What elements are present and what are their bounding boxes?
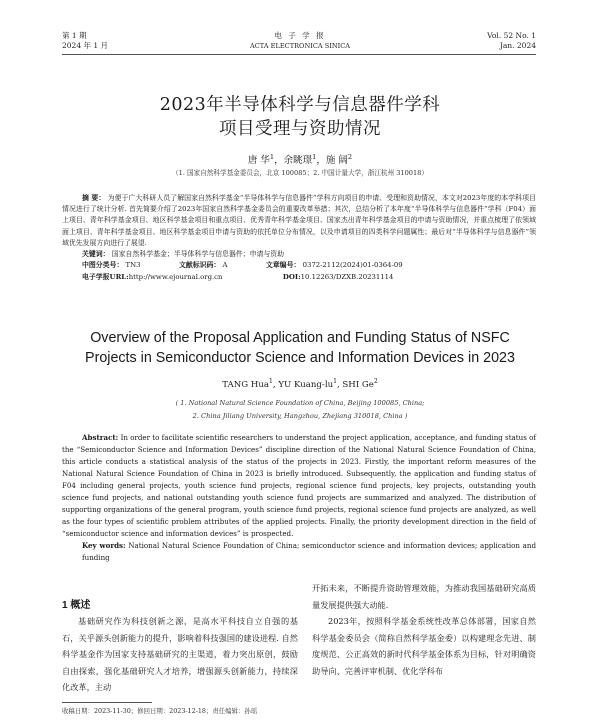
abstract-en-text: In order to facilitate scientific researchers to understand the project application, acceptance, and funding status of the “Semiconductor Science and Information Devices” discipline direction of the National Natural Science Foundation of China, this article conducts a statistical analysis of the status of the projects in 2023. Firstly, the important reform measures of the National Natural Science Foundation of China in 2023 is briefly introduced. Subsequently, the application and funding status of F04 including general projects, youth science fund projects, regional science fund projects, key projects, outstanding youth science fund projects, and national outstanding youth science fund projects are summarized and analyzed. The distribution of supporting organizations of the general program, youth science fund projects, regional science fund projects are analyzed, as well as the four types of scientific problem attributes of the applied projects. Finally, the priority development direction in the field of “semiconductor science and information devices” is prospected. xyxy=(62,433,536,538)
url-label: 电子学报URL: xyxy=(82,272,129,281)
body-paragraph-left: 基础研究作为科技创新之源，是高水平科技自立自强的基石，关乎源头创新能力的提升，影响着科技强国的建设进程. 自然科学基金作为国家支持基础研究的主渠道，着力突出原创，鼓励自由探索，强化基础研究人才培养，增强源头创新能力，持续深化改革，主动 xyxy=(62,616,298,693)
url-doi-line xyxy=(62,272,536,283)
keywords-cn: 国家自然科学基金；半导体科学与信息器件；申请与资助 xyxy=(111,250,285,259)
clc-value: TN3 xyxy=(125,261,141,270)
footnote-divider xyxy=(62,702,152,703)
journal-name-cn: 电 子 学 报 xyxy=(274,31,326,40)
keywords-cn-line xyxy=(62,249,536,260)
journal-name-en: ACTA ELECTRONICA SINICA xyxy=(249,42,351,50)
article-no-value: 0372-2112(2024)01-0364-09 xyxy=(302,261,403,270)
author-en-2-sup: 1 xyxy=(333,378,337,386)
abstract-en-label: Abstract: xyxy=(82,433,119,442)
abstract-cn xyxy=(62,193,536,249)
title-en-line2: Projects in Semiconductor Science and Information Devices in 2023 xyxy=(85,350,515,366)
doi-label: DOI: xyxy=(282,272,301,281)
paper-title-cn xyxy=(60,93,540,141)
body-column-left xyxy=(62,613,298,696)
author-en-1: TANG Hua xyxy=(222,380,270,390)
abstract-cn-text: 为便于广大科研人员了解国家自然科学基金“半导体科学与信息器件”学科方向项目的申请、受理和资助情况，本文对2023年度的本学科项目情况进行了统计分析. 首先简要介绍了2023年国家自然科学基金委员会的重要改革举措；其次，总结分析了本年度“半导体科学与信息器件”学科（F04）面上项目、青年科学基金项目、地区科学基金项目和重点项目、优秀青年科学基金项目、国家杰出青年科学基金项目的申请与资助情况，并重点梳理了依领域面上项目、青年科学基金项目、地区科学基金项目申请与资助的依托单位分布情况，以及申请项目的四类科学问题属性；最后对“半导体科学与信息器件”领域优先发展方向进行了展望. xyxy=(62,194,536,247)
title-en-line1: Overview of the Proposal Application and Funding Status of NSFC xyxy=(90,330,510,346)
keywords-en-line xyxy=(62,540,536,564)
abstract-en-block xyxy=(62,432,536,564)
affiliation-en-1: ( 1. National Natural Science Foundation of China, Beijing 100085, China; xyxy=(175,399,425,407)
clc-label: 中图分类号： xyxy=(82,261,124,270)
doccode-label: 文献标识码： xyxy=(178,261,221,270)
affiliation-cn: （1. 国家自然科学基金委员会，北京 100085；2. 中国计量大学，浙江杭州 310018） xyxy=(172,169,428,177)
keywords-cn-label: 关键词： xyxy=(82,250,110,259)
volume-number: Vol. 52 No. 1 xyxy=(487,31,536,40)
affiliation-en-2: 2. China Jiliang University, Hangzhou, Zhejiang 310018, China ) xyxy=(192,412,408,420)
authors-cn: 唐 华$^1$，余眺璟$^1$，施 阔$^2$ xyxy=(247,152,353,166)
running-header-center xyxy=(200,31,400,51)
author-en-3-sup: 2 xyxy=(373,378,378,386)
title-cn-line2: 项目受理与资助情况 xyxy=(219,119,381,139)
issue-number: 第 1 期 xyxy=(62,31,87,40)
author-en-1-sup: 1 xyxy=(269,378,273,386)
section-heading-overview: 1 概述 xyxy=(62,600,91,611)
issue-date-en: Jan. 2024 xyxy=(499,41,536,50)
body-column-right xyxy=(312,580,536,680)
paper-title-en xyxy=(70,328,530,368)
abstract-cn-block xyxy=(62,193,536,283)
keywords-en: National Natural Science Foundation of China; semiconductor science and information devices; application and funding xyxy=(82,541,536,562)
received-date-footnote: 收稿日期：2023-11-30；修回日期：2023-12-18；责任编辑：孙瑶 xyxy=(62,707,258,715)
abstract-cn-label: 摘 要： xyxy=(82,194,106,202)
issue-date: 2024 年 1 月 xyxy=(62,41,109,50)
author-en-2: YU Kuang-lu xyxy=(278,380,334,390)
journal-url[interactable]: http://www.ejournal.org.cn xyxy=(128,272,223,281)
author-cn-2: 余眺璟 xyxy=(283,155,313,166)
affiliation-en xyxy=(60,397,540,423)
author-cn-3-sup: 2 xyxy=(347,152,353,161)
keywords-en-label: Key words: xyxy=(82,541,126,550)
body-paragraph-right-2: 2023年，按照科学基金系统性改革总体部署，国家自然科学基金委员会（简称自然科学基金委）以构建理念先进、制度规范、公正高效的新时代科学基金体系为目标，针对明确资助导向、完善评审机制、优化学科布 xyxy=(312,616,536,676)
body-paragraph-right-1: 开拓未来，不断提升资助管理效能，为推动我国基础研究高质量发展提供强大动能. xyxy=(312,583,536,610)
doi-value[interactable]: 10.12263/DZXB.20231114 xyxy=(300,272,394,281)
doccode-value: A xyxy=(222,261,228,270)
article-no-label: 文章编号： xyxy=(265,261,301,270)
author-cn-2-sup: 1 xyxy=(312,152,317,161)
author-en-3: SHI Ge xyxy=(342,380,374,390)
abstract-en xyxy=(62,432,536,540)
running-header-right xyxy=(487,31,536,51)
title-cn-line1: 2023年半导体科学与信息器件学科 xyxy=(159,95,441,115)
classification-line xyxy=(62,260,536,271)
author-cn-1-sup: 1 xyxy=(269,152,275,161)
authors-en: TANG Hua$^1$, YU Kuang-$lu^1$, SHI Ge$^2$ xyxy=(222,378,378,390)
author-cn-1: 唐 华 xyxy=(247,155,270,166)
running-header-left xyxy=(62,31,108,51)
author-cn-3: 施 阔 xyxy=(325,155,348,166)
header-divider xyxy=(62,54,536,55)
